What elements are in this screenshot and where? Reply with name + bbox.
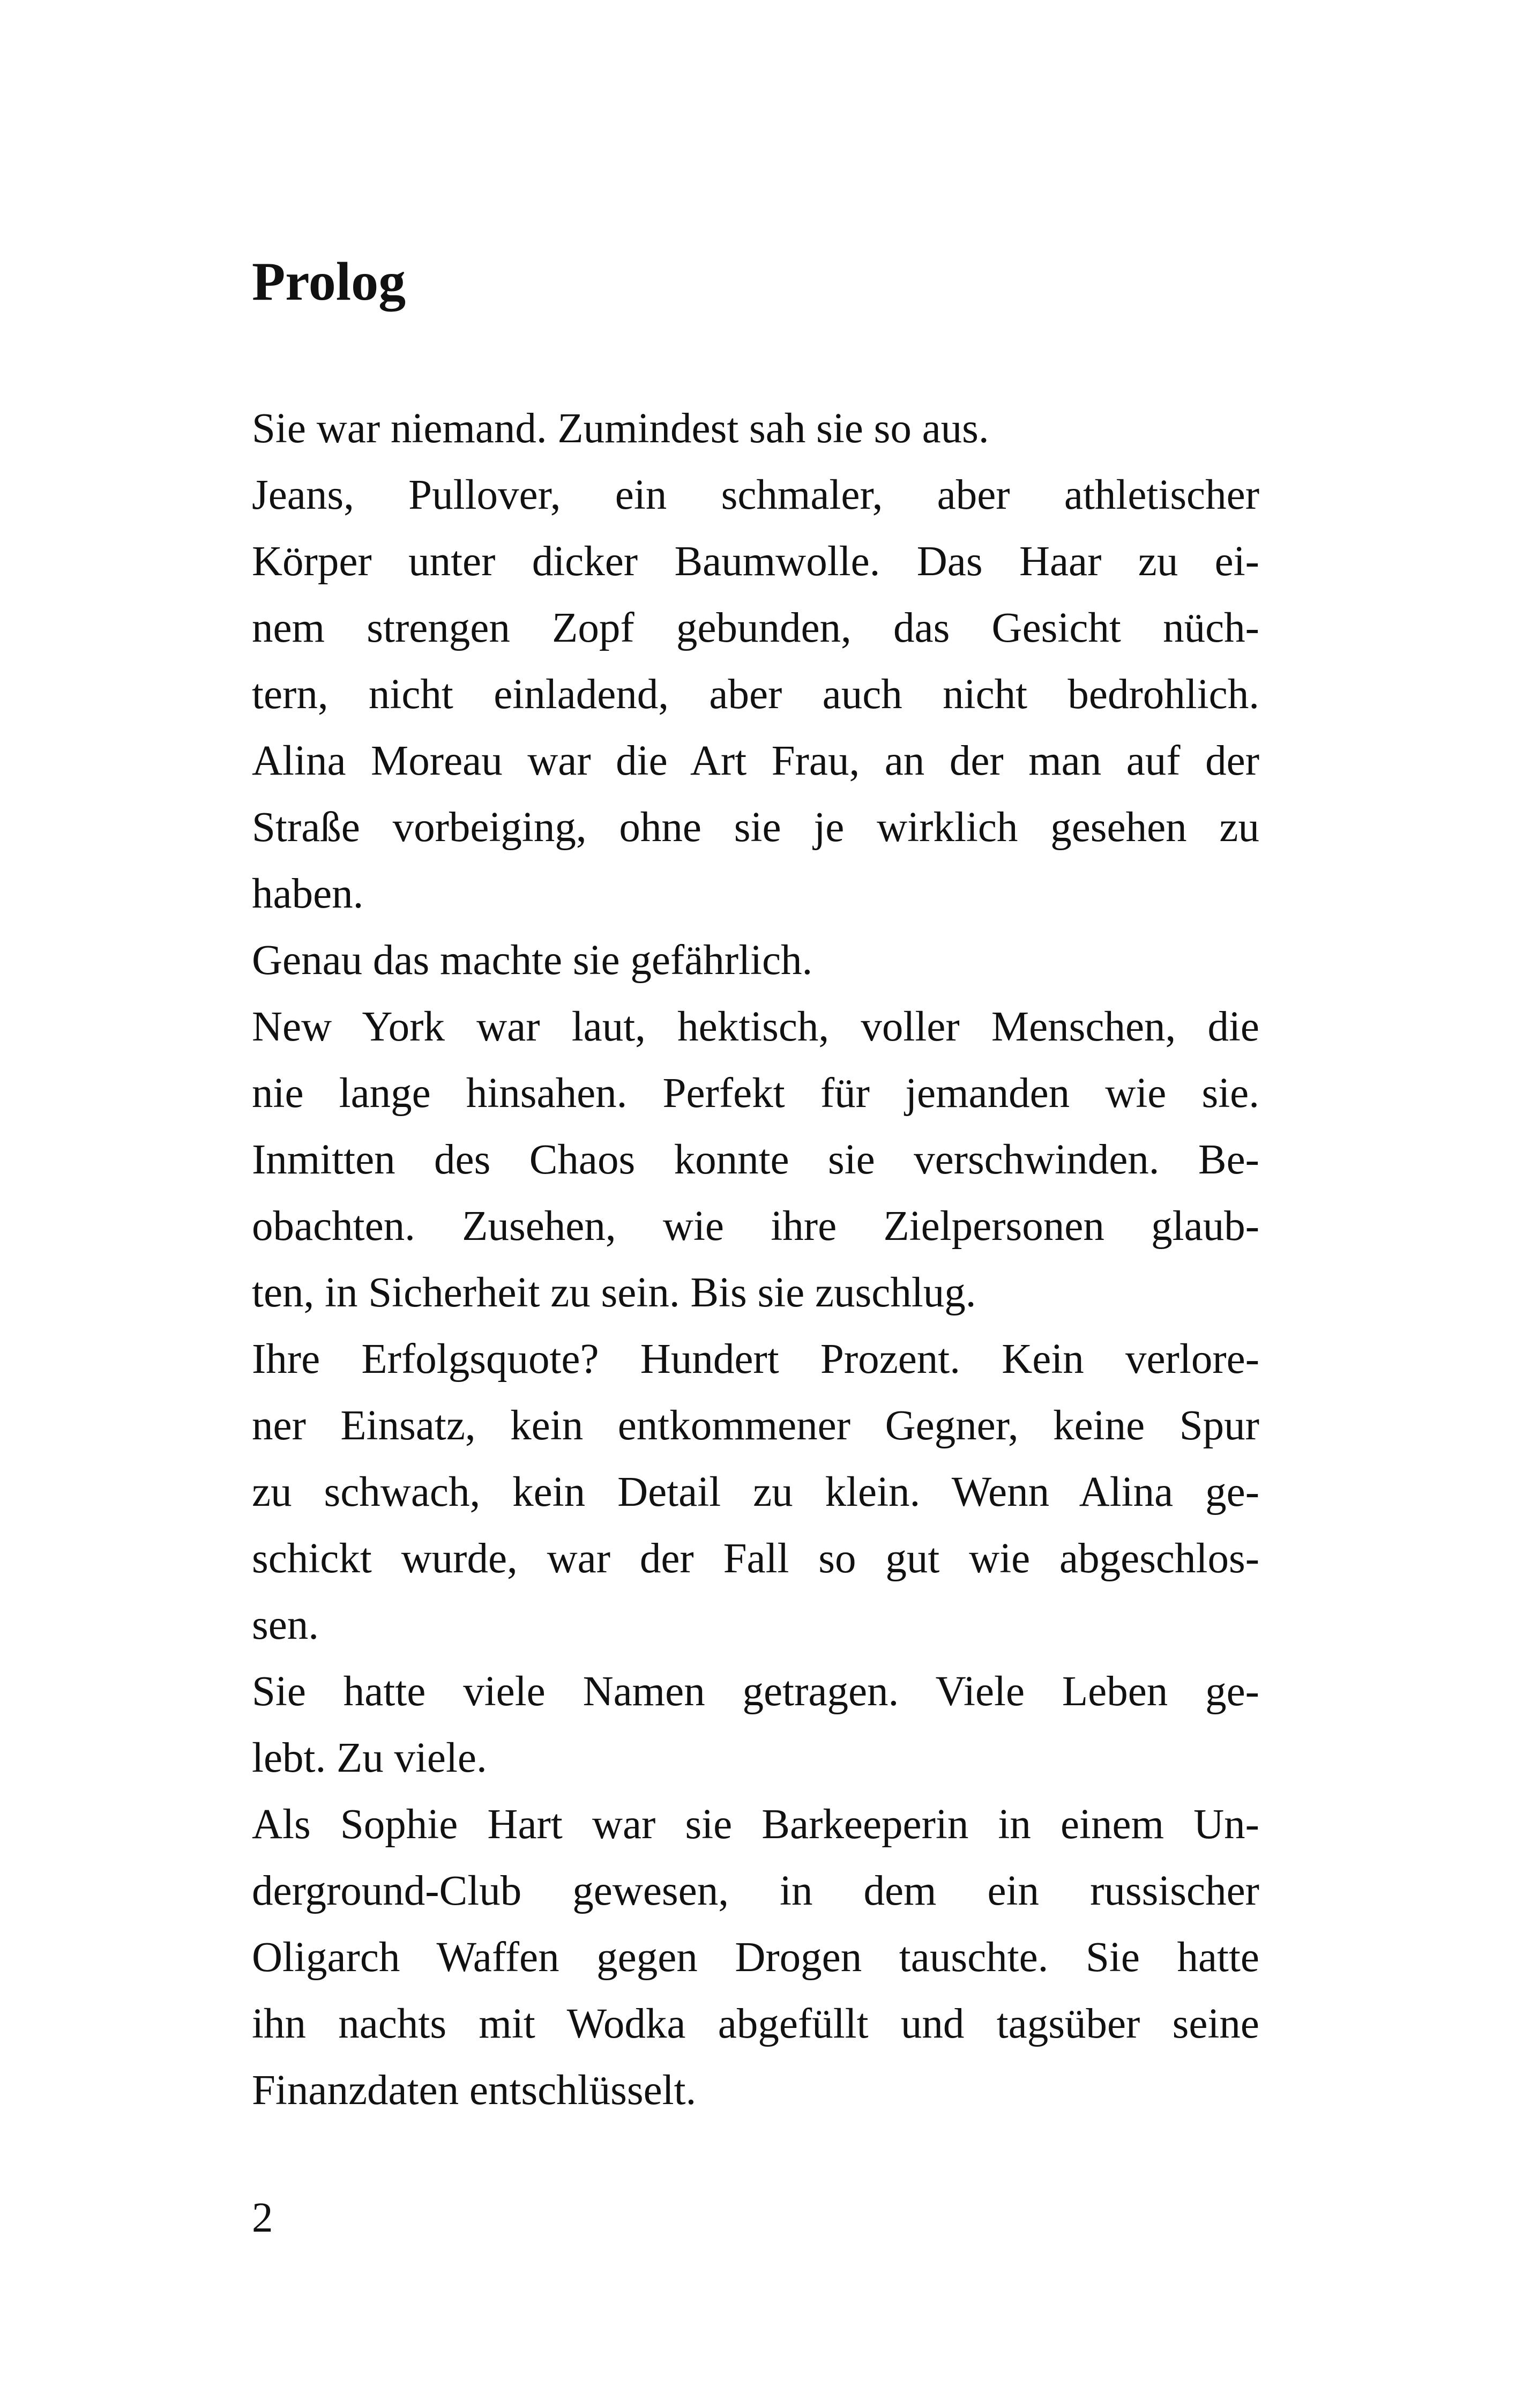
- text-line: Finanzdaten entschlüsselt.: [252, 2067, 697, 2114]
- body-text: [252, 396, 1259, 2124]
- text-line: nem strengen Zopf gebunden, das Gesicht nüch-: [252, 605, 1259, 651]
- text-line: haben.: [252, 871, 364, 917]
- text-line: schickt wurde, war der Fall so gut wie abgeschlos-: [252, 1535, 1259, 1582]
- text-line: Sie war niemand. Zumindest sah sie so aus.: [252, 405, 989, 452]
- chapter-title: Prolog: [252, 251, 406, 312]
- text-line: tern, nicht einladend, aber auch nicht bedrohlich.: [252, 671, 1259, 718]
- text-line: sen.: [252, 1602, 319, 1648]
- text-line: obachten. Zusehen, wie ihre Zielpersonen glaub-: [252, 1203, 1259, 1250]
- text-line: Inmitten des Chaos konnte sie verschwinden. Be-: [252, 1136, 1259, 1183]
- text-line: ihn nachts mit Wodka abgefüllt und tagsüber seine: [252, 2001, 1259, 2047]
- text-line: Alina Moreau war die Art Frau, an der man auf der: [252, 738, 1259, 784]
- text-line: nie lange hinsahen. Perfekt für jemanden wie sie.: [252, 1070, 1259, 1117]
- page-number: 2: [252, 2195, 273, 2241]
- text-line: Oligarch Waffen gegen Drogen tauschte. Sie hatte: [252, 1934, 1259, 1981]
- text-line: Als Sophie Hart war sie Barkeeperin in einem Un-: [252, 1801, 1259, 1848]
- text-line: lebt. Zu viele.: [252, 1735, 487, 1781]
- text-line: zu schwach, kein Detail zu klein. Wenn Alina ge-: [252, 1469, 1259, 1515]
- text-line: ner Einsatz, kein entkommener Gegner, keine Spur: [252, 1402, 1259, 1449]
- text-line: Ihre Erfolgsquote? Hundert Prozent. Kein verlore-: [252, 1336, 1259, 1383]
- text-line: Genau das machte sie gefährlich.: [252, 937, 813, 984]
- text-line: Straße vorbeiging, ohne sie je wirklich gesehen zu: [252, 804, 1259, 851]
- text-line: derground-Club gewesen, in dem ein russischer: [252, 1868, 1259, 1914]
- text-line: Jeans, Pullover, ein schmaler, aber athletischer: [252, 472, 1259, 518]
- text-line: New York war laut, hektisch, voller Menschen, die: [252, 1004, 1259, 1050]
- text-line: Sie hatte viele Namen getragen. Viele Leben ge-: [252, 1668, 1259, 1715]
- text-line: ten, in Sicherheit zu sein. Bis sie zuschlug.: [252, 1269, 976, 1316]
- text-line: Körper unter dicker Baumwolle. Das Haar zu ei-: [252, 538, 1259, 585]
